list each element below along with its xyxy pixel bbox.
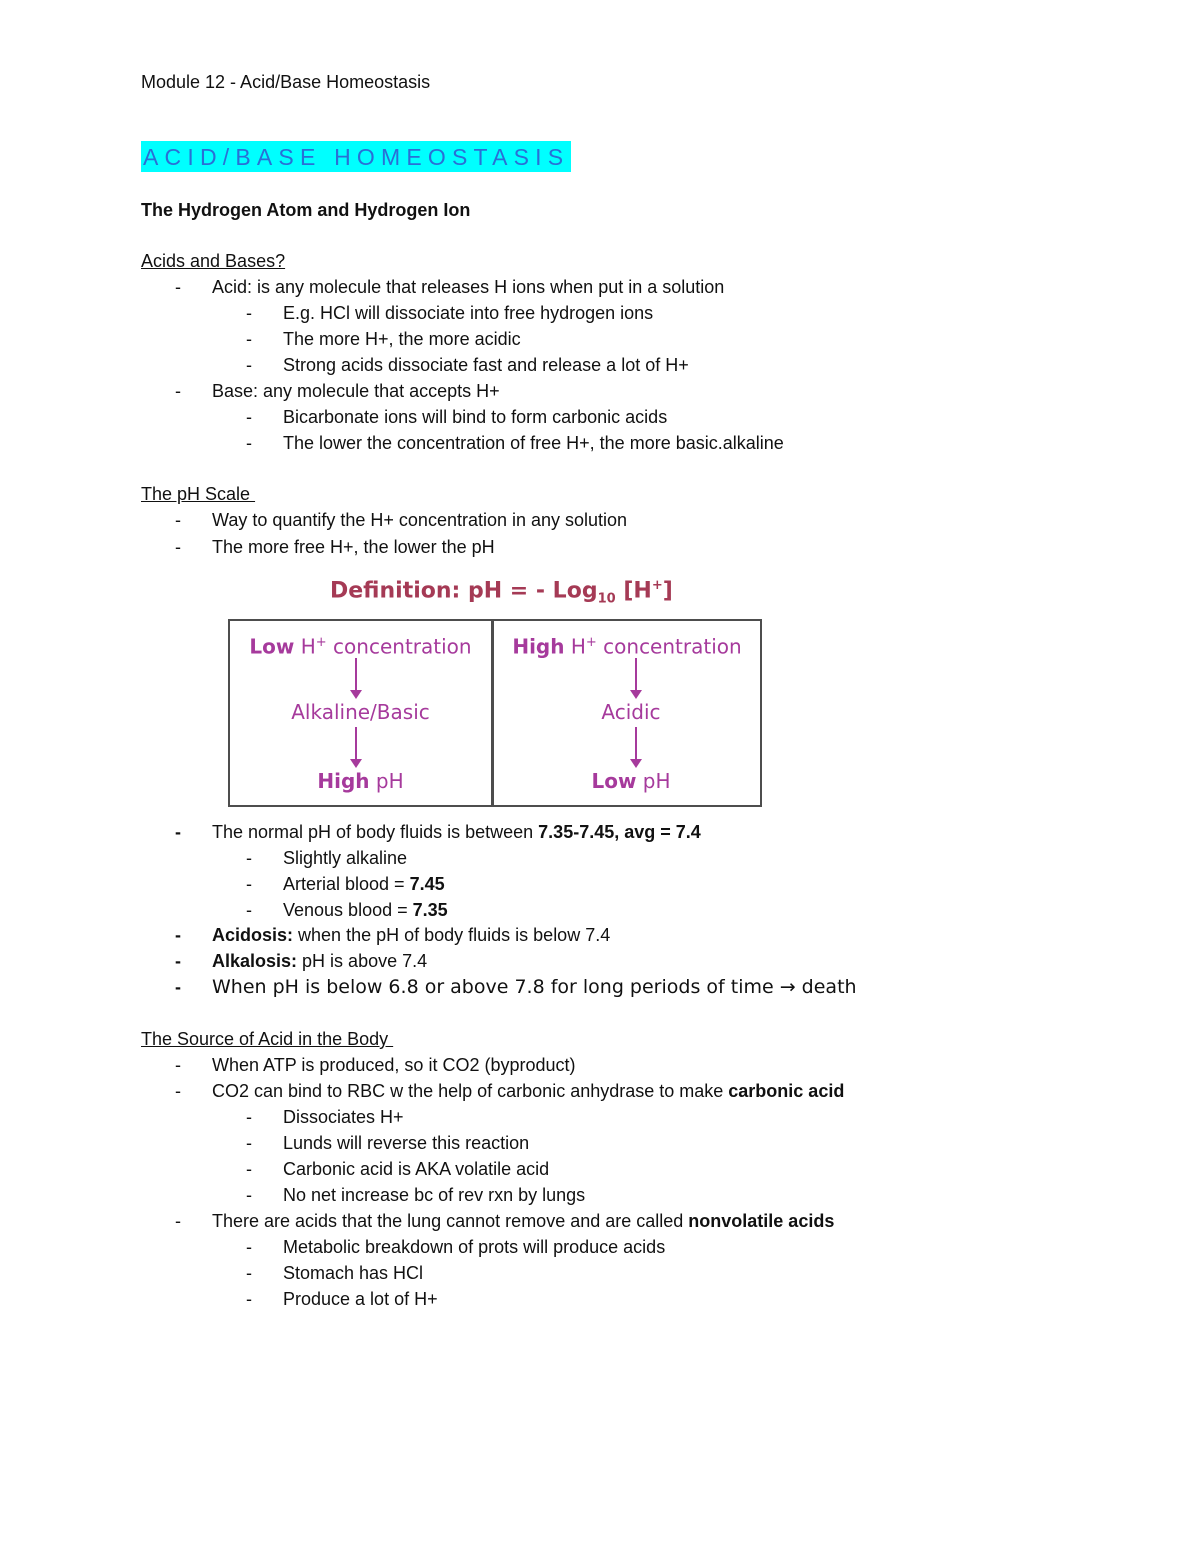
page-header: Module 12 - Acid/Base Homeostasis: [141, 72, 431, 92]
bullet-dash: -: [175, 537, 181, 557]
bullet-dash: -: [175, 1081, 181, 1101]
bullet-dash: -: [175, 510, 181, 530]
definition-superscript: +: [651, 578, 663, 593]
bullet-dot: -: [175, 822, 181, 842]
normal-ph-sub-item: Venous blood = 7.35: [283, 900, 448, 920]
diagram-left-bottom: High pH: [317, 769, 404, 793]
source-sub-item: Produce a lot of H+: [283, 1289, 438, 1309]
acid-sub-item: Strong acids dissociate fast and release a lot of H+: [283, 355, 689, 375]
acid-sub-item: The more H+, the more acidic: [283, 329, 521, 349]
source-sub-item: Carbonic acid is AKA volatile acid: [283, 1159, 550, 1179]
acid-definition: Acid: is any molecule that releases H ions when put in a solution: [212, 277, 725, 297]
bullet-dash: -: [246, 1185, 252, 1205]
down-arrow-icon: [628, 727, 644, 769]
ph-scale-heading: The pH Scale: [141, 484, 256, 504]
definition-subscript: 10: [597, 591, 616, 607]
acidosis-item: Acidosis: when the pH of body fluids is below 7.4: [212, 925, 611, 945]
source-item: There are acids that the lung cannot remove and are called nonvolatile acids: [212, 1211, 835, 1231]
bullet-dash: -: [175, 1055, 181, 1075]
bullet-dash: -: [175, 277, 181, 297]
source-sub-item: Metabolic breakdown of prots will produce acids: [283, 1237, 666, 1257]
bullet-dot: -: [175, 951, 181, 971]
acid-sub-item: E.g. HCl will dissociate into free hydrogen ions: [283, 303, 654, 323]
source-sub-item: Dissociates H+: [283, 1107, 404, 1127]
bullet-dash: -: [246, 1133, 252, 1153]
bullet-dash: -: [246, 1237, 252, 1257]
bullet-dash: -: [246, 848, 252, 868]
source-item: CO2 can bind to RBC w the help of carbonic anhydrase to make carbonic acid: [212, 1081, 845, 1101]
title-wrap: [141, 141, 571, 172]
source-heading: The Source of Acid in the Body: [141, 1029, 394, 1049]
source-sub-item: Stomach has HCl: [283, 1263, 424, 1283]
bullet-dash: -: [246, 407, 252, 427]
bullet-dash: -: [246, 355, 252, 375]
bullet-dash: -: [246, 433, 252, 453]
normal-ph-item: The normal pH of body fluids is between 7.35-7.45, avg = 7.4: [212, 822, 701, 842]
base-sub-item: Bicarbonate ions will bind to form carbonic acids: [283, 407, 668, 427]
normal-ph-sub-item: Arterial blood = 7.45: [283, 874, 445, 894]
diagram-left-middle: Alkaline/Basic: [291, 700, 430, 724]
base-definition: Base: any molecule that accepts H+: [212, 381, 500, 401]
bullet-dash: -: [175, 1211, 181, 1231]
base-sub-item: The lower the concentration of free H+, the more basic.alkaline: [283, 433, 784, 453]
bullet-dash: -: [246, 1159, 252, 1179]
definition-close: ]: [662, 578, 673, 604]
bullet-dash: -: [246, 1107, 252, 1127]
bullet-dot: -: [175, 977, 181, 997]
section-heading: The Hydrogen Atom and Hydrogen Ion: [141, 200, 471, 220]
page-title: ACID/BASE HOMEOSTASIS: [141, 141, 571, 172]
definition-text: Definition: pH = - Log: [330, 578, 598, 604]
down-arrow-icon: [348, 658, 364, 700]
down-arrow-icon: [628, 658, 644, 700]
death-item: When pH is below 6.8 or above 7.8 for long periods of time → death: [212, 976, 857, 998]
alkalosis-item: Alkalosis: pH is above 7.4: [212, 951, 428, 971]
diagram-right-middle: Acidic: [601, 700, 661, 724]
ph-scale-item: Way to quantify the H+ concentration in any solution: [212, 510, 628, 530]
source-sub-item: No net increase bc of rev rxn by lungs: [283, 1185, 586, 1205]
source-sub-item: Lunds will reverse this reaction: [283, 1133, 530, 1153]
bullet-dash: -: [246, 1289, 252, 1309]
bullet-dash: -: [246, 1263, 252, 1283]
bullet-dash: -: [246, 303, 252, 323]
normal-ph-sub-item: Slightly alkaline: [283, 848, 408, 868]
ph-scale-item: The more free H+, the lower the pH: [212, 537, 495, 557]
bullet-dash: -: [246, 329, 252, 349]
source-item: When ATP is produced, so it CO2 (byproduct): [212, 1055, 576, 1075]
down-arrow-icon: [348, 727, 364, 769]
diagram-right-bottom: Low pH: [591, 769, 671, 793]
diagram-right-top: High H+ concentration: [512, 634, 742, 659]
bullet-dash: -: [175, 381, 181, 401]
acids-bases-heading: Acids and Bases?: [141, 251, 286, 271]
ph-definition: [330, 573, 673, 613]
definition-text-end: [H: [615, 578, 652, 604]
bullet-dash: -: [246, 874, 252, 894]
diagram-left-top: Low H+ concentration: [249, 634, 472, 659]
bullet-dash: -: [246, 900, 252, 920]
bullet-dot: -: [175, 925, 181, 945]
